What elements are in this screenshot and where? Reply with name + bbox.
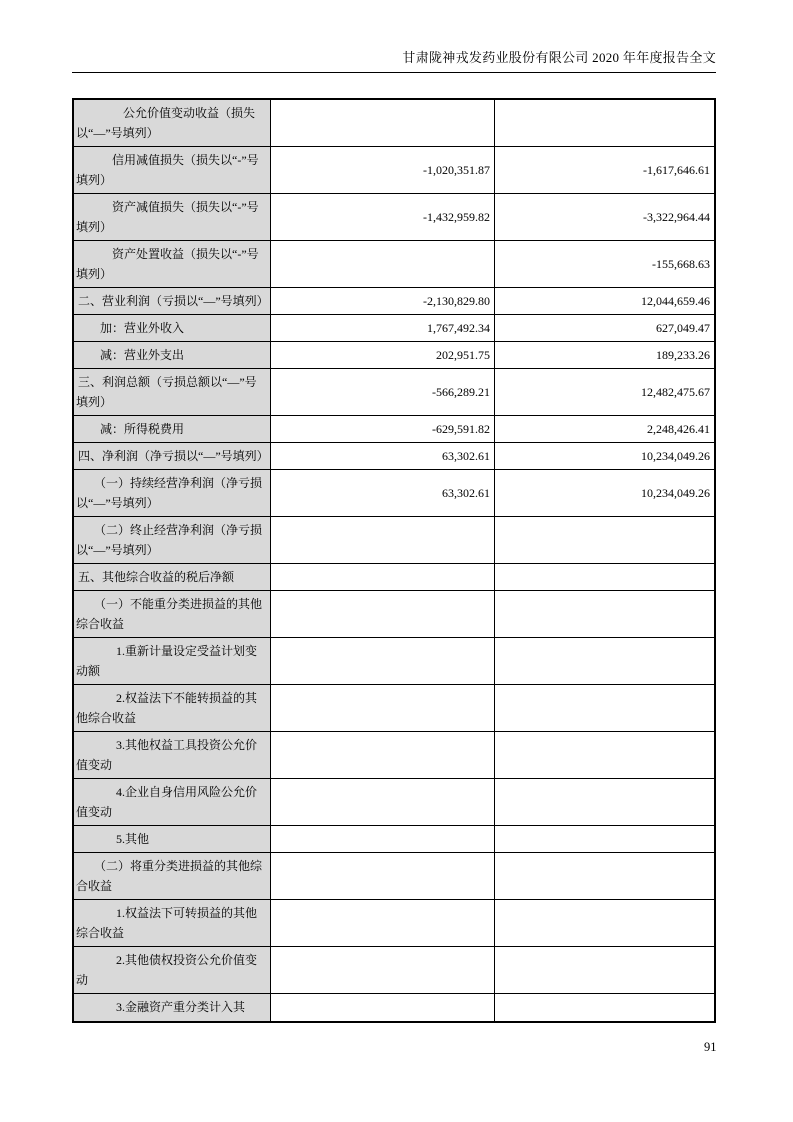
table-row [74, 470, 714, 517]
row-current-period-value [271, 517, 495, 563]
row-item-label: 四、净利润（净亏损以“—”号填列） [74, 443, 271, 469]
row-current-period-value [271, 826, 495, 852]
row-item-label: （一）持续经营净利润（净亏损以“—”号填列） [74, 470, 271, 516]
row-prior-period-value [495, 853, 714, 899]
document-header-title: 甘肃陇神戎发药业股份有限公司 2020 年年度报告全文 [72, 50, 716, 73]
row-prior-period-value: -3,322,964.44 [643, 210, 710, 224]
row-item-label: 资产处置收益（损失以“-”号填列） [74, 241, 271, 287]
row-current-period-value: 63,302.61 [271, 443, 495, 469]
table-row [74, 564, 714, 591]
row-prior-period-value [495, 779, 714, 825]
table-row [74, 315, 714, 342]
row-current-period-value [271, 900, 495, 946]
row-prior-period-value: 189,233.26 [656, 348, 710, 362]
row-item-label: 3.其他权益工具投资公允价值变动 [74, 732, 271, 778]
table-row [74, 900, 714, 947]
row-item-label: 二、营业利润（亏损以“—”号填列） [74, 288, 271, 314]
table-row [74, 994, 714, 1021]
row-current-period-value [271, 100, 495, 146]
row-current-period-value [271, 241, 495, 287]
table-row [74, 591, 714, 638]
row-item-label: 信用减值损失（损失以“-”号填列） [74, 147, 271, 193]
row-prior-period-value [495, 564, 714, 590]
table-row [74, 194, 714, 241]
row-current-period-value [271, 779, 495, 825]
row-prior-period-value [495, 732, 714, 778]
row-item-label: 3.金融资产重分类计入其 [74, 994, 271, 1021]
table-row [74, 241, 714, 288]
row-item-label: 五、其他综合收益的税后净额 [74, 564, 271, 590]
table-row [74, 147, 714, 194]
table-row [74, 369, 714, 416]
table-row [74, 443, 714, 470]
row-item-label: （二）将重分类进损益的其他综合收益 [74, 853, 271, 899]
row-prior-period-value [495, 826, 714, 852]
row-current-period-value [271, 564, 495, 590]
row-current-period-value [271, 994, 495, 1021]
row-prior-period-value: 627,049.47 [656, 321, 710, 335]
table-row [74, 100, 714, 147]
table-row [74, 779, 714, 826]
table-row [74, 853, 714, 900]
table-row [74, 826, 714, 853]
row-prior-period-value: -1,617,646.61 [643, 163, 710, 177]
row-current-period-value: -2,130,829.80 [271, 288, 495, 314]
row-current-period-value: 63,302.61 [271, 470, 495, 516]
row-item-label: 减：所得税费用 [74, 416, 271, 442]
row-prior-period-value: 10,234,049.26 [641, 449, 710, 463]
row-prior-period-value [495, 591, 714, 637]
row-current-period-value: -629,591.82 [271, 416, 495, 442]
page-number: 91 [704, 1040, 717, 1054]
table-row [74, 416, 714, 443]
row-item-label: 1.权益法下可转损益的其他综合收益 [74, 900, 271, 946]
row-prior-period-value [495, 638, 714, 684]
row-prior-period-value: 12,044,659.46 [641, 294, 710, 308]
row-item-label: 加：营业外收入 [74, 315, 271, 341]
table-row [74, 638, 714, 685]
row-current-period-value [271, 732, 495, 778]
row-prior-period-value [495, 947, 714, 993]
row-item-label: 资产减值损失（损失以“-”号填列） [74, 194, 271, 240]
row-current-period-value: 1,767,492.34 [271, 315, 495, 341]
row-current-period-value [271, 685, 495, 731]
table-row [74, 685, 714, 732]
row-current-period-value [271, 853, 495, 899]
row-prior-period-value [495, 100, 714, 146]
row-current-period-value [271, 638, 495, 684]
row-item-label: 2.其他债权投资公允价值变动 [74, 947, 271, 993]
row-prior-period-value: 10,234,049.26 [641, 486, 710, 500]
row-item-label: 1.重新计量设定受益计划变动额 [74, 638, 271, 684]
row-current-period-value [271, 591, 495, 637]
page-content [72, 0, 716, 1023]
row-item-label: 三、利润总额（亏损总额以“—”号填列） [74, 369, 271, 415]
row-current-period-value [271, 947, 495, 993]
row-item-label: （一）不能重分类进损益的其他综合收益 [74, 591, 271, 637]
row-current-period-value: -566,289.21 [271, 369, 495, 415]
row-prior-period-value [495, 994, 714, 1021]
income-statement-table [72, 98, 716, 1023]
row-item-label: （二）终止经营净利润（净亏损以“—”号填列） [74, 517, 271, 563]
row-current-period-value: -1,020,351.87 [271, 147, 495, 193]
row-item-label: 公允价值变动收益（损失以“—”号填列） [74, 100, 271, 146]
row-current-period-value: -1,432,959.82 [271, 194, 495, 240]
row-prior-period-value [495, 900, 714, 946]
row-prior-period-value: -155,668.63 [652, 257, 710, 271]
row-prior-period-value [495, 685, 714, 731]
row-prior-period-value: 12,482,475.67 [641, 385, 710, 399]
row-item-label: 2.权益法下不能转损益的其他综合收益 [74, 685, 271, 731]
table-row [74, 342, 714, 369]
row-item-label: 5.其他 [74, 826, 271, 852]
row-item-label: 4.企业自身信用风险公允价值变动 [74, 779, 271, 825]
table-row [74, 732, 714, 779]
table-row [74, 947, 714, 994]
row-prior-period-value [495, 517, 714, 563]
row-prior-period-value: 2,248,426.41 [647, 422, 710, 436]
table-row [74, 517, 714, 564]
table-row [74, 288, 714, 315]
row-current-period-value: 202,951.75 [271, 342, 495, 368]
row-item-label: 减：营业外支出 [74, 342, 271, 368]
